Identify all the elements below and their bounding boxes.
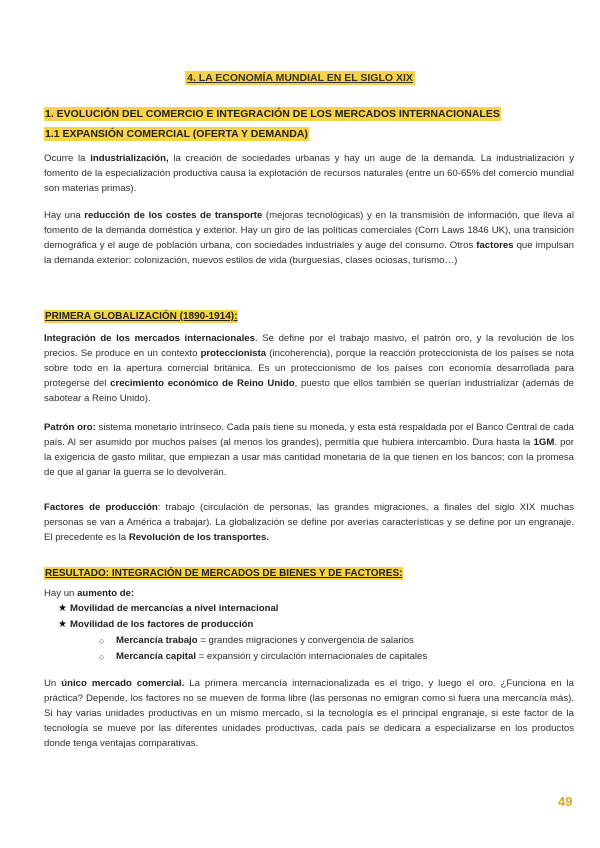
paragraph-mercado-comercial: Un único mercado comercial. La primera mercancía internacionalizada es el trigo, y luego el oro. ¿Funciona en la práctica? Depende, los factores no se mueven de forma libre (las personas no emigran como si fuera una mercancía más). Si hay varias unidades productivas en un mismo mercado, si la tecnología es el principal engranaje, si este factor de la tecnología se mueve por las diferentes unidades productivas, cada país se dedicara a especializarse en los productos donde tenga ventajas comparativas. [44,678,574,749]
paragraph-patron-oro: Patrón oro: sistema monetario intrínseco. Cada país tiene su moneda, y esta está respaldada por el Banco Central de cada país. Al ser asumido por muchos países (al menos los grandes), permitía que hubiera intercambio. Dura hasta la 1GM. por la exigencia de gasto militar, que empiezan a usar más cantidad monetaria de la que tienen en los bancos; con la promesa de que al ganar la guerra se lo devolverán. [44,422,574,478]
list-item: ★ Movilidad de mercancías a nivel internacional [44,601,574,617]
section-heading: 1. EVOLUCIÓN DEL COMERCIO E INTEGRACIÓN DE LOS MERCADOS INTERNACIONALES [45,108,500,120]
chapter-title: 4. LA ECONOMÍA MUNDIAL EN EL SIGLO XIX [187,72,413,84]
circle-bullet-list [44,633,574,665]
globalization-heading: PRIMERA GLOBALIZACIÓN (1890-1914): [45,311,238,322]
star-icon: ★ [58,619,67,630]
paragraph-factores-produccion: Factores de producción: trabajo (circulación de personas, las grandes migraciones, a finales del siglo XIX muchas personas se van a América a trabajar). La globalización se define por averías características y se define por un engranaje. El precedente es la Revolución de los transportes. [44,502,575,543]
result-heading: RESULTADO: INTEGRACIÓN DE MERCADOS DE BIENES Y DE FACTORES: [45,568,403,579]
star-icon: ★ [58,603,67,614]
list-item: ○ Mercancía trabajo = grandes migraciones y convergencia de salarios [44,633,574,649]
star-bullet-list [44,601,574,633]
paragraph-integracion-mercados: Integración de los mercados internacionales. Se define por el trabajo masivo, el patrón oro, y la revolución de los precios. Se produce en un contexto proteccionista (incoherencia), porque la reacción proteccionista de los países se nota sobre todo en la apertura comercial británica. Es un proteccionismo de los países con economía desarrollada para protegerse del crecimiento económico de Reino Unido, puesto que ellos también se querían industrializar (además de sabotear a Reino Unido). [44,333,574,404]
result-list [44,586,574,665]
circle-bullet-icon: ○ [99,636,105,646]
circle-bullet-icon: ○ [99,652,105,662]
list-intro: Hay un aumento de: [44,588,135,599]
paragraph-costes-transporte: Hay una reducción de los costes de transporte (mejoras tecnológicas) y en la transmisión de información, que lleva al fomento de la demanda doméstica y exterior. Hay un giro de las políticas comerciales (Corn Laws 1846 UK), una transición demográfica y el auge de población urbana, con sociedades industriales y auge del consumo. Otros factores que impulsan la demanda exterior: colonización, nuevos estilos de vida (burguesías, clases ociosas, turismo…) [44,210,575,266]
page-number: 49 [558,794,573,809]
subsection-heading: 1.1 EXPANSIÓN COMERCIAL (OFERTA Y DEMANDA) [45,128,308,140]
paragraph-industrializacion: Ocurre la industrialización, la creación de sociedades urbanas y hay un auge de la demanda. La industrialización y fomento de la especialización productiva causa la explotación de recursos naturales (entre un 60-65% del comercio mundial son materias primas). [44,153,574,194]
list-item: ○ Mercancía capital = expansión y circulación internacionales de capitales [44,649,574,665]
list-item: ★ Movilidad de los factores de producción [44,617,574,633]
